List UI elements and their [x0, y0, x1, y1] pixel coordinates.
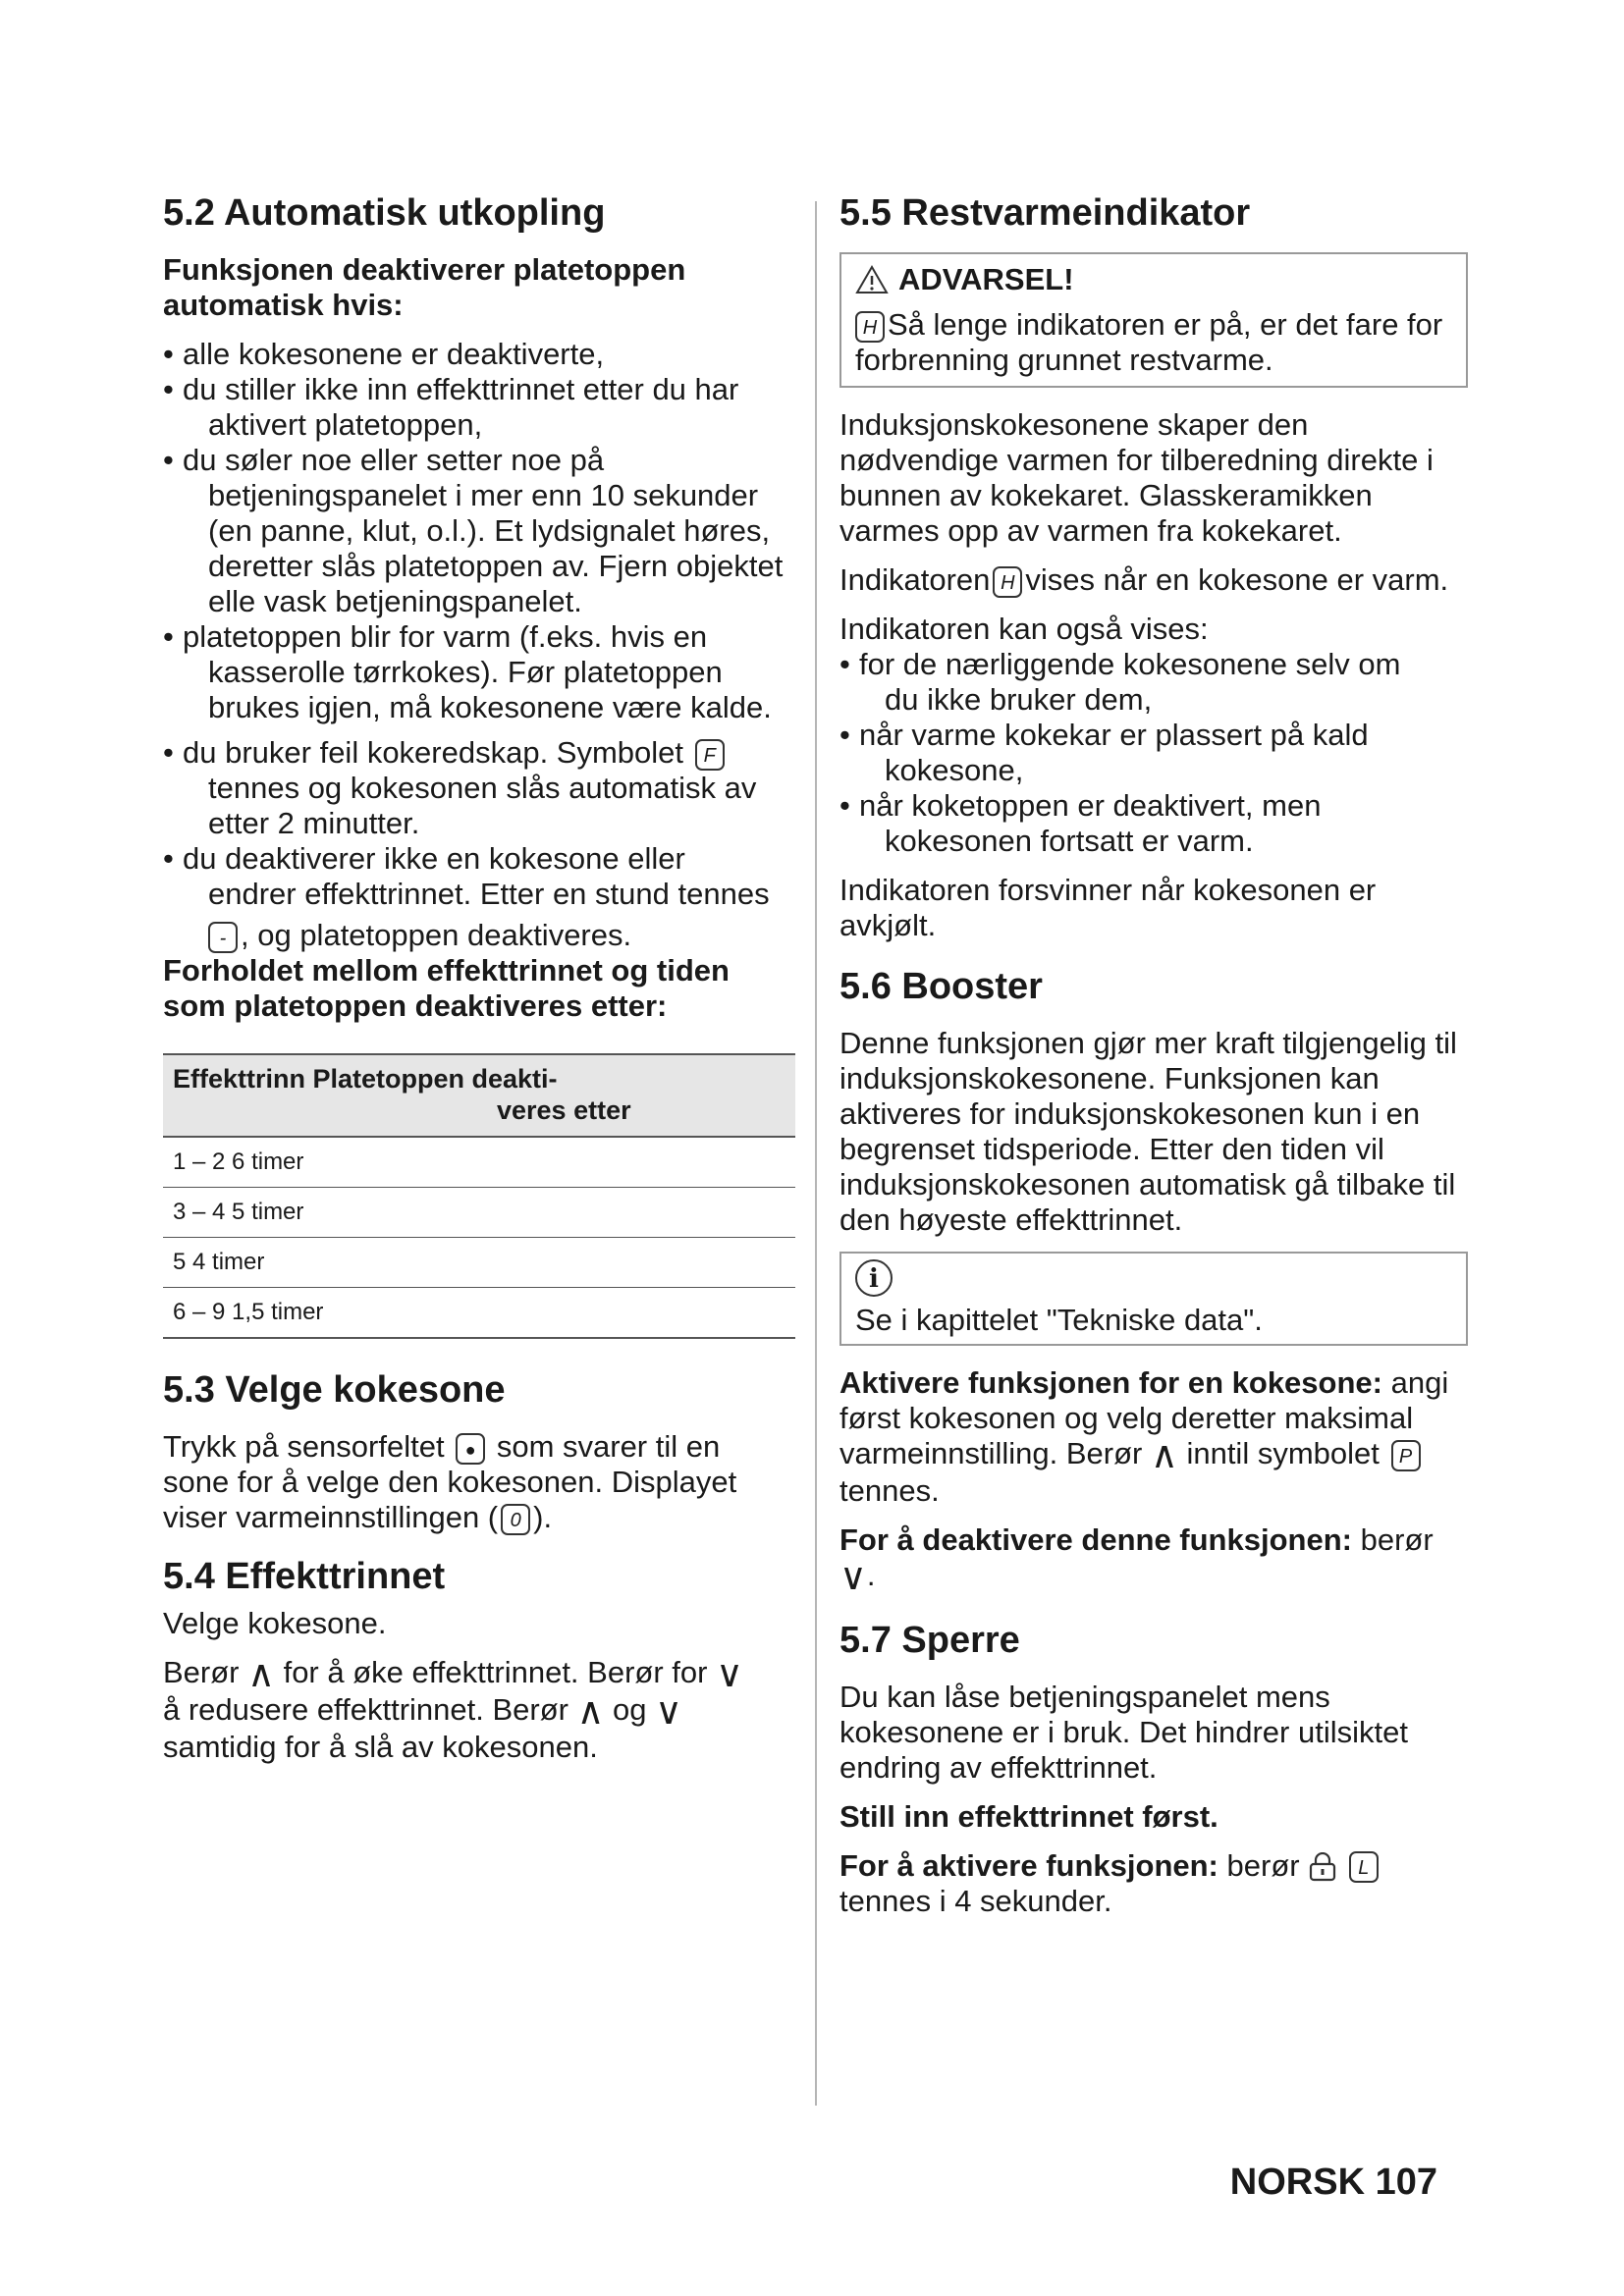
- table-row: 3 – 4 5 timer: [163, 1188, 795, 1238]
- bullet-list: [839, 647, 1468, 859]
- column-divider: [815, 201, 817, 2106]
- page-footer: NORSK 107: [1229, 2162, 1437, 2203]
- section-text: Indikatoren forsvinner når kokesonen er avkjølt.: [839, 873, 1377, 942]
- section-heading: 5.4 Effekttrinnet: [163, 1556, 446, 1597]
- info-icon: i: [855, 1259, 893, 1297]
- section-text: Induksjonskokesonene skaper den nødvendige varmen for tilberedning direkte i bunnen av kokekaret. Glasskeramikken varmes opp av varmen fra kokekaret.: [839, 407, 1434, 548]
- list-item: • når koketoppen er deaktivert, men kokesonen fortsatt er varm.: [839, 788, 1468, 859]
- l-symbol-icon: L: [1349, 1851, 1379, 1883]
- warning-triangle-icon: [855, 265, 889, 294]
- section-5-4: [163, 1555, 791, 1765]
- info-box: i Se i kapittelet "Tekniske data".: [839, 1252, 1468, 1346]
- h-symbol-icon: H: [993, 566, 1022, 598]
- table-row: 1 – 2 6 timer: [163, 1137, 795, 1188]
- section-heading: 5.3 Velge kokesone: [163, 1369, 506, 1411]
- section-text: Still inn effekttrinnet først.: [839, 1798, 1218, 1834]
- f-symbol-icon: F: [695, 739, 725, 771]
- section-text: Denne funksjonen gjør mer kraft tilgjengelig til induksjonskokesonene. Funksjonen kan aktiveres for induksjonskokesonen kun i en begrenset tidsperiode. Etter den tiden vil induksjonskokesonen automatisk gå tilbake til den høyeste effekttrinnet.: [839, 1026, 1457, 1237]
- left-column: [163, 191, 791, 1779]
- section-text: Trykk på sensorfeltet ● som svarer til en sone for å velge den kokesonen. Displayet viser varmeinnstillingen ( 0 ).: [163, 1429, 737, 1534]
- section-text: Berør ∧ for å øke effekttrinnet. Berør for ∨ å redusere effekttrinnet. Berør ∧ og ∨ samtidig for å slå av kokesonen.: [163, 1653, 743, 1764]
- list-item: • platetoppen blir for varm (f.eks. hvis en kasserolle tørrkokes). Før platetoppen brukes igjen, må kokesonene være kalde.: [163, 619, 791, 725]
- arrow-up-icon: ∧: [247, 1653, 275, 1695]
- section-text: Aktivere funksjonen for en kokesone: angi først kokesonen og velg deretter maksimal varmeinnstilling. Berør ∧ inntil symbolet P tennes.: [839, 1365, 1449, 1508]
- right-column: [839, 191, 1468, 1933]
- section-text: For å deaktivere denne funksjonen: berør ∨.: [839, 1522, 1434, 1598]
- relation-text: Forholdet mellom effekttrinnet og tiden som platetoppen deaktiveres etter:: [163, 953, 730, 1023]
- section-heading: 5.5 Restvarmeindikator: [839, 192, 1251, 234]
- section-heading: 5.2 Automatisk utkopling: [163, 192, 606, 234]
- section-text: For å aktivere funksjonen: berør L tennes i 4 sekunder.: [839, 1848, 1468, 1919]
- section-text: Velge kokesone.: [163, 1606, 387, 1640]
- list-item: • du søler noe eller setter noe på betjeningspanelet i mer enn 10 sekunder (en panne, klut, o.l.). Et lydsignalet høres, deretter slås platetoppen av. Fjern objektet elle vask betjeningspanelet.: [163, 443, 791, 619]
- bullet-list: [163, 337, 791, 953]
- dash-symbol-icon: -: [208, 922, 238, 953]
- list-item: • du stiller ikke inn effekttrinnet etter du har aktivert platetoppen,: [163, 372, 791, 443]
- arrow-up-icon: ∧: [576, 1690, 605, 1733]
- section-text: Indikatoren H vises når en kokesone er varm.: [839, 562, 1449, 597]
- section-5-5: [839, 191, 1468, 943]
- list-item: • du deaktiverer ikke en kokesone eller endrer effekttrinnet. Etter en stund tennes - , og platetoppen deaktiveres.: [163, 841, 791, 953]
- lock-icon: [1308, 1852, 1337, 1882]
- list-item: • for de nærliggende kokesonene selv om du ikke bruker dem,: [839, 647, 1468, 718]
- arrow-up-icon: ∧: [1151, 1434, 1178, 1476]
- section-5-6: [839, 965, 1468, 1598]
- section-intro: Funksjonen deaktiverer platetoppen automatisk hvis:: [163, 252, 686, 322]
- sensor-field-icon: ●: [456, 1433, 485, 1465]
- table-header: Effekttrinn Platetoppen deakti- veres etter: [163, 1054, 795, 1137]
- section-5-3: [163, 1368, 791, 1535]
- list-item: • alle kokesonene er deaktiverte,: [163, 337, 791, 372]
- warning-header: ADVARSEL!: [855, 262, 1452, 297]
- arrow-down-icon: ∨: [655, 1690, 682, 1733]
- list-item: • når varme kokekar er plassert på kald kokesone,: [839, 718, 1468, 788]
- section-heading: 5.7 Sperre: [839, 1619, 1020, 1661]
- p-symbol-icon: P: [1391, 1440, 1421, 1471]
- section-heading: 5.6 Booster: [839, 966, 1043, 1007]
- section-5-2: [163, 191, 791, 1024]
- effekt-table: [163, 1053, 795, 1339]
- table-row: 6 – 9 1,5 timer: [163, 1288, 795, 1339]
- list-item: • du bruker feil kokeredskap. Symbolet F tennes og kokesonen slås automatisk av etter 2 minutter.: [163, 735, 791, 841]
- arrow-down-icon: ∨: [839, 1556, 867, 1598]
- section-text: Du kan låse betjeningspanelet mens kokesonene er i bruk. Det hindrer utilsiktet endring av effekttrinnet.: [839, 1679, 1408, 1785]
- h-symbol-icon: H: [855, 311, 885, 343]
- section-text: Indikatoren kan også vises:: [839, 612, 1209, 646]
- section-5-7: [839, 1619, 1468, 1919]
- warning-box: ADVARSEL! H Så lenge indikatoren er på, er det fare for forbrenning grunnet restvarme.: [839, 252, 1468, 388]
- zero-symbol-icon: 0: [501, 1504, 530, 1535]
- arrow-down-icon: ∨: [716, 1653, 743, 1695]
- table-row: 5 4 timer: [163, 1238, 795, 1288]
